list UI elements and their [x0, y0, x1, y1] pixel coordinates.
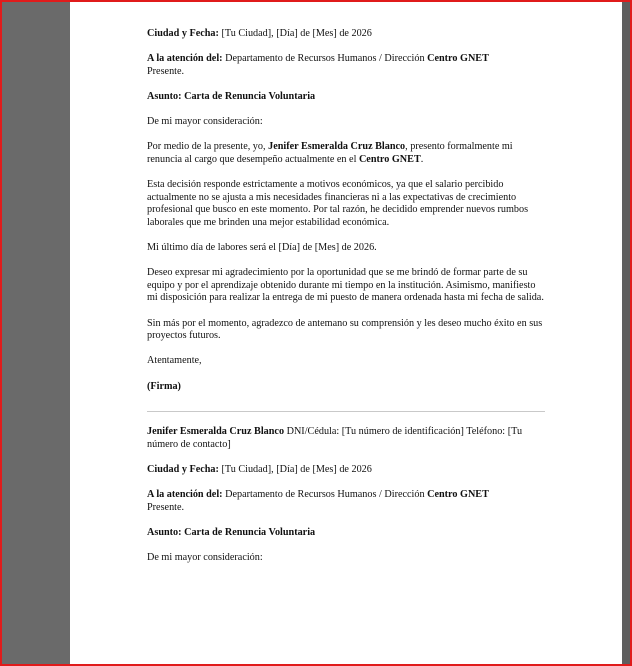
city-date-line [147, 28, 547, 41]
attention-value: Departamento de Recursos Humanos / Dirección [225, 53, 425, 65]
city-date-label: Ciudad y Fecha: [147, 28, 219, 39]
paragraph-closing-wish: Sin más por el momento, agradezco de antemano su comprensión y les deseo mucho éxito en sus proyectos futuros. [147, 317, 543, 342]
signature [147, 381, 547, 394]
subject-line-2 [147, 527, 547, 540]
attention-value-2: Departamento de Recursos Humanos / Dirección [225, 489, 425, 501]
city-date-label-2: Ciudad y Fecha: [147, 464, 219, 475]
signature-text: (Firma) [147, 380, 181, 392]
subject-value: Carta de Renuncia Voluntaria [184, 90, 316, 102]
greeting: De mi mayor consideración: [147, 116, 263, 128]
subject-label-2: Asunto: [147, 526, 182, 538]
intro-text-b: , presento formalmente mi renuncia al cargo que desempeño actualmente en el [147, 141, 513, 165]
closing: Atentamente, [147, 355, 202, 367]
attention-block-2 [147, 489, 547, 514]
paragraph-reason: Esta decisión responde estrictamente a motivos económicos, ya que el salario percibido actualmente no se ajusta a mis necesidades financieras ni a las expectativas de crecimiento profesional que busco en este momento. Por tal razón, he decidido emprender nuevos rumbos laborales que me brinden una mejor estabilidad económica. [147, 179, 529, 228]
document-page[interactable] [70, 2, 622, 664]
city-date-line-2 [147, 464, 547, 477]
subject-line [147, 91, 547, 104]
sender-name: Jenifer Esmeralda Cruz Blanco [147, 426, 285, 438]
attention-block [147, 53, 547, 78]
paragraph-thanks: Deseo expresar mi agradecimiento por la oportunidad que se me brindó de formar parte de su equipo y por el aprendizaje obtenido durante mi tiempo en la institución. Asimismo, manifiesto mi disposición para realizar la entrega de mi puesto de manera ordenada hasta mi fecha de salida. [147, 267, 544, 304]
letter-body [147, 28, 547, 577]
horizontal-divider [147, 411, 545, 412]
company-name-inline: Centro GNET [358, 153, 421, 165]
greeting-2: De mi mayor consideración: [147, 552, 263, 564]
paragraph-intro: Por medio de la presente, yo, Jenifer Esmeralda Cruz Blanco, presento formalmente mi renuncia al cargo que desempeño actualmente en el Centro GNET. [147, 141, 513, 165]
company-name: Centro GNET [427, 53, 489, 65]
sender-id-phone: DNI/Cédula: [Tu número de identificación] Teléfono: [Tu número de contacto] [147, 426, 523, 450]
company-name-2: Centro GNET [427, 489, 489, 501]
attention-label: A la atención del: [147, 53, 223, 65]
intro-text-a: Por medio de la presente, yo, [147, 141, 266, 153]
present-line: Presente. [147, 65, 185, 77]
city-date-value: [Tu Ciudad], [Día] de [Mes] de 2026 [221, 28, 372, 39]
present-line-2: Presente. [147, 501, 185, 513]
paragraph-last-day: Mi último día de labores será el [Día] de [Mes] de 2026. [147, 242, 377, 254]
employee-name: Jenifer Esmeralda Cruz Blanco [268, 141, 406, 153]
window-left-background [2, 2, 70, 664]
attention-label-2: A la atención del: [147, 489, 223, 501]
scrollbar-track[interactable] [622, 2, 630, 664]
subject-label: Asunto: [147, 90, 182, 102]
city-date-value-2: [Tu Ciudad], [Día] de [Mes] de 2026 [221, 464, 372, 475]
sender-info [147, 426, 547, 451]
subject-value-2: Carta de Renuncia Voluntaria [184, 526, 316, 538]
